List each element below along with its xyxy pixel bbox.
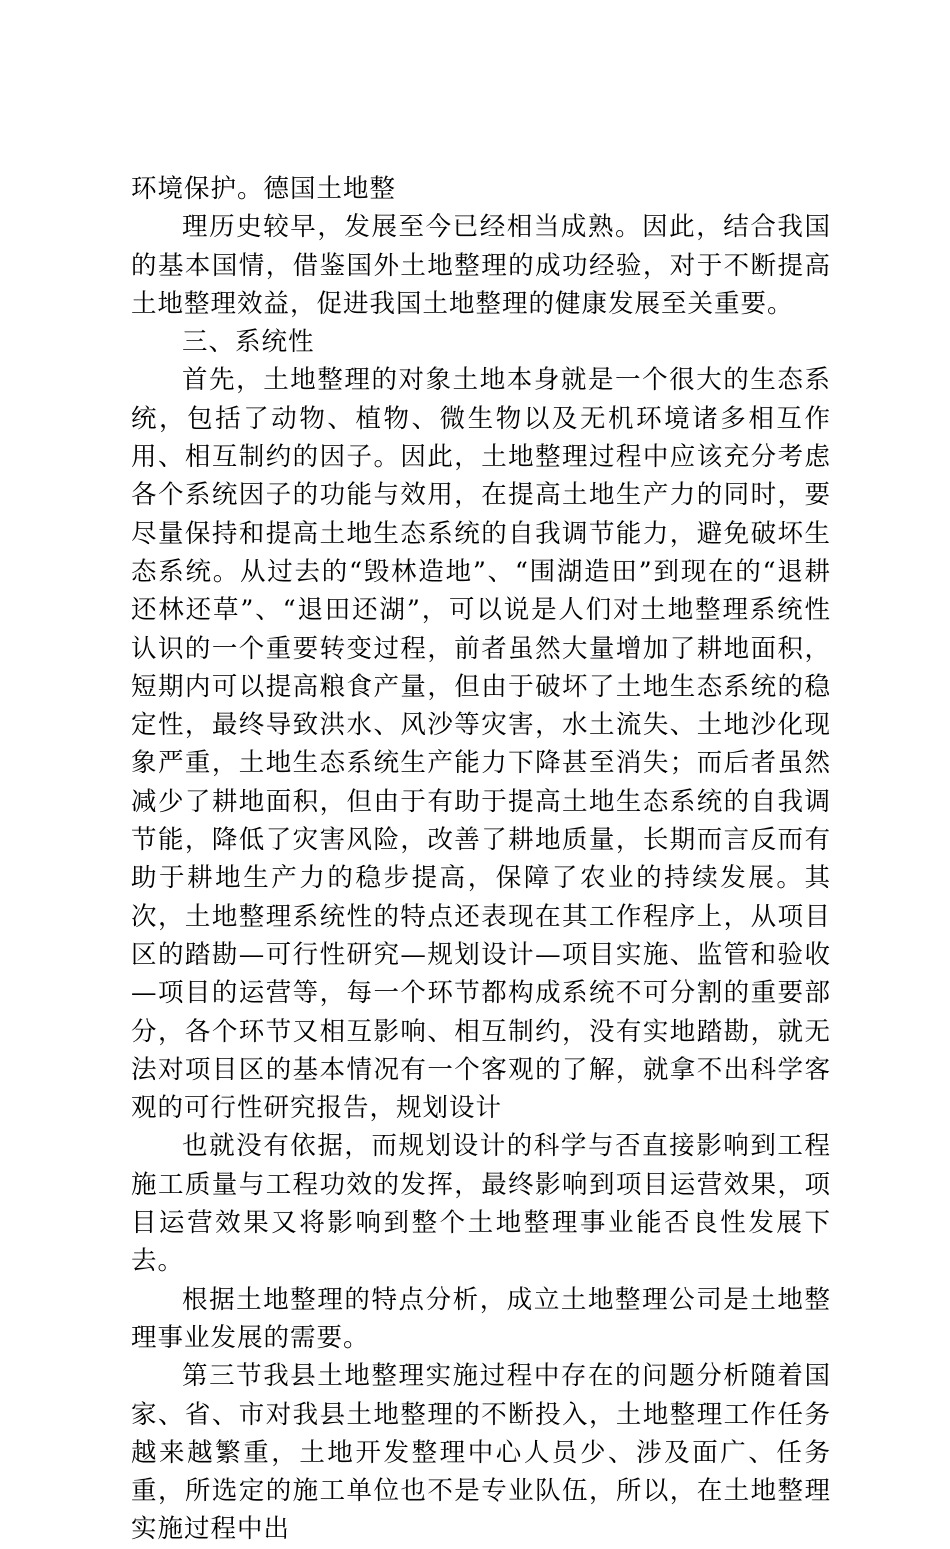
document-body: [131, 170, 831, 1549]
paragraph-company-need: 根据土地整理的特点分析，成立土地整理公司是土地整理事业发展的需要。: [131, 1284, 831, 1353]
paragraph-ecosystem: 首先，土地整理的对象土地本身就是一个很大的生态系统，包括了动物、植物、微生物以及无机环境诸多相互作用、相互制约的因子。因此，土地整理过程中应该充分考虑各个系统因子的功能与效用，在提高土地生产力的同时，要尽量保持和提高土地生态系统的自我调节能力，避免破坏生态系统。从过去的“毁林造地”、“围湖造田”到现在的“退耕还林还草”、“退田还湖”，可以说是人们对土地整理系统性认识的一个重要转变过程，前者虽然大量增加了耕地面积，短期内可以提高粮食产量，但由于破坏了土地生态系统的稳定性，最终导致洪水、风沙等灾害，水土流失、土地沙化现象严重，土地生态系统生产能力下降甚至消失；而后者虽然减少了耕地面积，但由于有助于提高土地生态系统的自我调节能，降低了灾害风险，改善了耕地质量，长期而言反而有助于耕地生产力的稳步提高，保障了农业的持续发展。其次，土地整理系统性的特点还表现在其工作程序上，从项目区的踏勘—可行性研究—规划设计—项目实施、监管和验收—项目的运营等，每一个环节都构成系统不可分割的重要部分，各个环节又相互影响、相互制约，没有实地踏勘，就无法对项目区的基本情况有一个客观的了解，就拿不出科学客观的可行性研究报告，规划设计: [131, 365, 831, 1124]
section-heading-systematic: 三、系统性: [182, 327, 315, 358]
paragraph-section-three: 第三节我县土地整理实施过程中存在的问题分析随着国家、省、市对我县土地整理的不断投入，土地整理工作任务越来越繁重，土地开发整理中心人员少、涉及面广、任务重，所选定的施工单位也不是专业队伍，所以，在土地整理实施过程中出: [131, 1361, 831, 1545]
paragraph-planning-basis: 也就没有依据，而规划设计的科学与否直接影响到工程施工质量与工程功效的发挥，最终影响到项目运营效果，项目运营效果又将影响到整个土地整理事业能否良性发展下去。: [131, 1131, 831, 1277]
paragraph-intro-fragment: 环境保护。德国土地整: [131, 174, 397, 204]
paragraph-german-history: 理历史较早，发展至今已经相当成熟。因此，结合我国的基本国情，借鉴国外土地整理的成功经验，对于不断提高土地整理效益，促进我国土地整理的健康发展至关重要。: [131, 212, 831, 319]
